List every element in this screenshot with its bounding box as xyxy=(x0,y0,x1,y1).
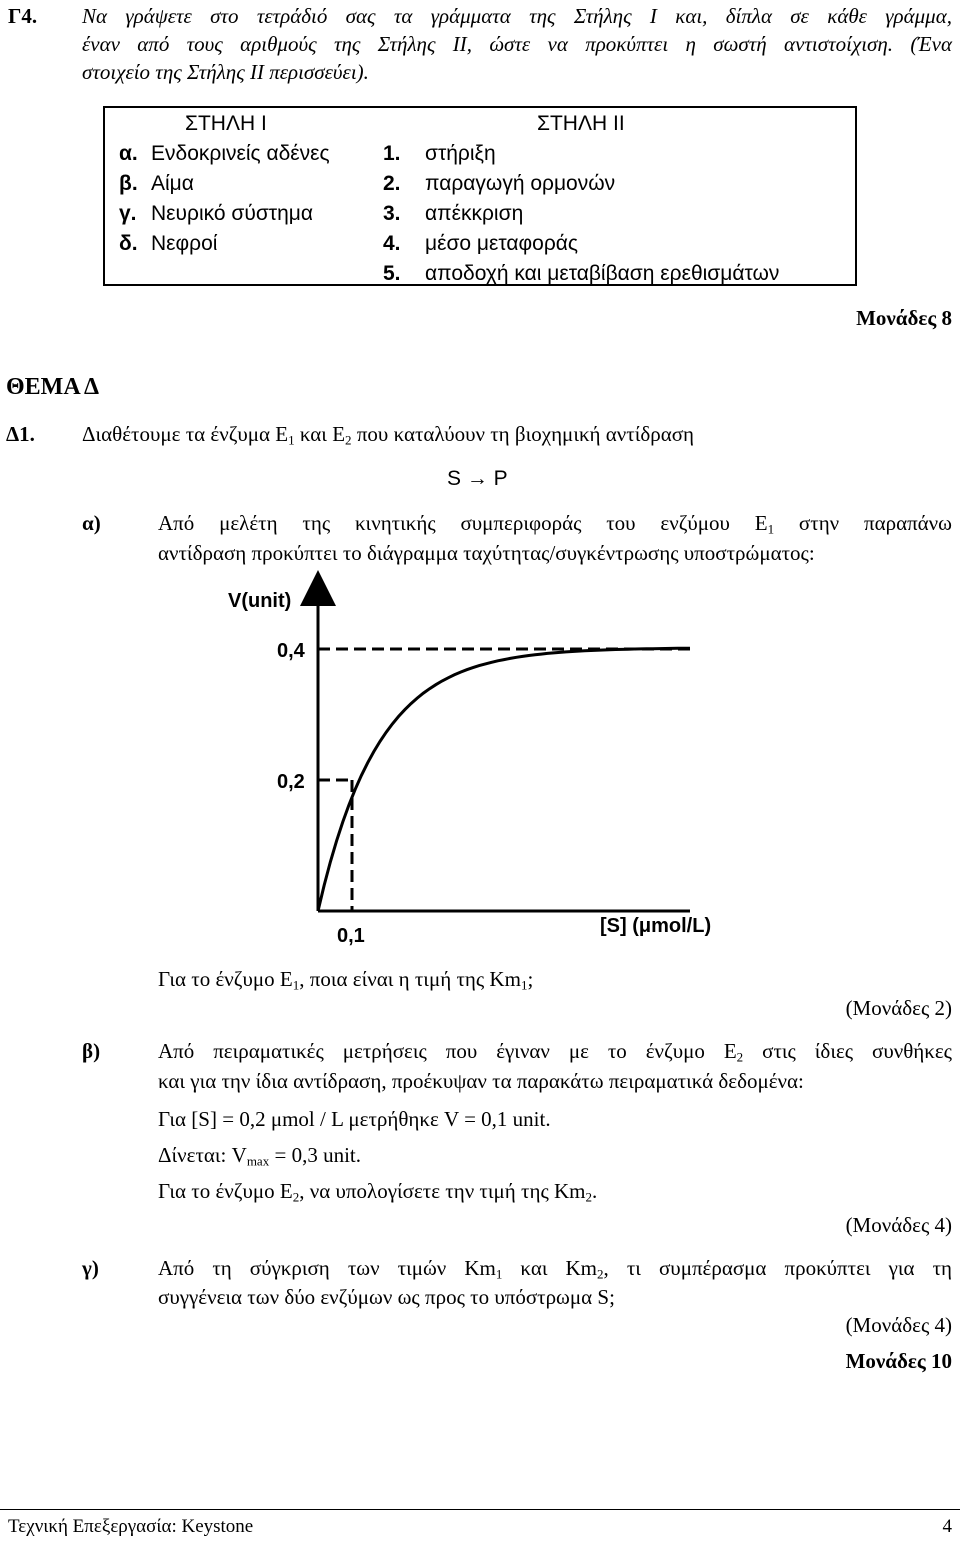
column1-letter: γ. xyxy=(119,202,137,225)
d1-intro: Διαθέτουμε τα ένζυμα $E_1$ και $E_2$ που καταλύουν τη βιοχημική αντίδραση xyxy=(82,422,695,448)
column2-item: μέσο μεταφοράς xyxy=(425,232,579,255)
part-b-label: β) xyxy=(82,1039,101,1063)
page-number: 4 xyxy=(942,1516,952,1537)
footer-divider xyxy=(0,1509,960,1510)
part-a-line-2: αντίδραση προκύπτει το διάγραμμα ταχύτητας/συγκέντρωσης υποστρώματος: xyxy=(158,541,815,565)
footer-text: Τεχνική Επεξεργασία: Keystone xyxy=(8,1516,254,1537)
column1-item: Αίμα xyxy=(151,172,194,195)
g4-points: Μονάδες 8 xyxy=(856,306,952,330)
part-a-label: α) xyxy=(82,511,101,535)
column1-item: Ενδοκρινείς αδένες xyxy=(151,142,330,165)
part-b-points: (Μονάδες 4) xyxy=(845,1213,952,1237)
column2-item: αποδοχή και μεταβίβαση ερεθισμάτων xyxy=(425,262,780,285)
column1-header: ΣΤΗΛΗ Ι xyxy=(185,112,267,135)
column2-number: 2. xyxy=(383,172,401,195)
column1-letter: δ. xyxy=(119,232,138,255)
column1-item: Νευρικό σύστημα xyxy=(151,202,314,225)
section-title: ΘΕΜΑ Δ xyxy=(6,374,100,400)
y-axis-label: V(unit) xyxy=(228,590,292,612)
part-a-points: (Μονάδες 2) xyxy=(845,996,952,1020)
column2-number: 1. xyxy=(383,142,401,165)
g4-prompt-line-2: έναν από τους αριθμούς της Στήλης ΙΙ, ώστε να προκύπτει η σωστή αντιστοίχιση. (Ένα xyxy=(82,32,952,56)
part-c-line-2: συγγένεια των δύο ενζύμων ως προς το υπόστρωμα S; xyxy=(158,1285,615,1309)
reaction-equation: S → P xyxy=(447,467,508,490)
column2-item: παραγωγή ορμονών xyxy=(425,172,616,195)
michaelis-menten-curve xyxy=(318,648,690,911)
column1-letter: β. xyxy=(119,172,138,195)
column1-item: Νεφροί xyxy=(151,232,218,255)
question-number-g4: Γ4. xyxy=(8,4,38,28)
y-tick-label: 0,4 xyxy=(277,640,305,662)
part-c-line-1: Από τη σύγκριση των τιμών $Km_1$ και $Km_2$, τι συμπέρασμα προκύπτει για τη xyxy=(158,1256,952,1282)
part-b-question: Για το ένζυμο $E_2$, να υπολογίσετε την τιμή της $Km_2$. xyxy=(158,1179,598,1205)
column2-number: 3. xyxy=(383,202,401,225)
column2-header: ΣΤΗΛΗ ΙΙ xyxy=(537,112,625,135)
part-b-data-2: Δίνεται: $V_{max} = 0,3$ unit. xyxy=(158,1143,361,1169)
d1-total-points: Μονάδες 10 xyxy=(845,1349,952,1373)
part-a-line-1: Από μελέτη της κινητικής συμπεριφοράς του ενζύμου $E_1$ στην παραπάνω xyxy=(158,511,952,537)
g4-prompt-line-3: στοιχείο της Στήλης ΙΙ περισσεύει). xyxy=(82,60,369,84)
column1-letter: α. xyxy=(119,142,138,165)
part-b-data-1: Για [S] = 0,2 μmol / L μετρήθηκε V = 0,1 unit. xyxy=(158,1107,551,1131)
column2-item: στήριξη xyxy=(425,142,496,165)
question-number-d1: Δ1. xyxy=(6,422,35,446)
column2-item: απέκκριση xyxy=(425,202,524,225)
part-c-label: γ) xyxy=(82,1256,99,1280)
column2-number: 5. xyxy=(383,262,401,285)
part-a-question: Για το ένζυμο $E_1$, ποια είναι η τιμή της $Km_1$; xyxy=(158,967,534,993)
y-tick-label: 0,2 xyxy=(277,771,305,793)
part-c-points: (Μονάδες 4) xyxy=(845,1313,952,1337)
part-b-line-2: και για την ίδια αντίδραση, προέκυψαν τα παρακάτω πειραματικά δεδομένα: xyxy=(158,1069,804,1093)
part-b-line-1: Από πειραματικές μετρήσεις που έγιναν με το ένζυμο $E_2$ στις ίδιες συνθήκες xyxy=(158,1039,953,1065)
g4-prompt-line-1: Να γράψετε στο τετράδιό σας τα γράμματα της Στήλης Ι και, δίπλα σε κάθε γράμμα, xyxy=(82,4,952,28)
column2-number: 4. xyxy=(383,232,401,255)
x-axis-label: [S] (μmol/L) xyxy=(600,915,712,937)
matching-table xyxy=(103,106,857,286)
x-tick-label: 0,1 xyxy=(337,925,365,947)
